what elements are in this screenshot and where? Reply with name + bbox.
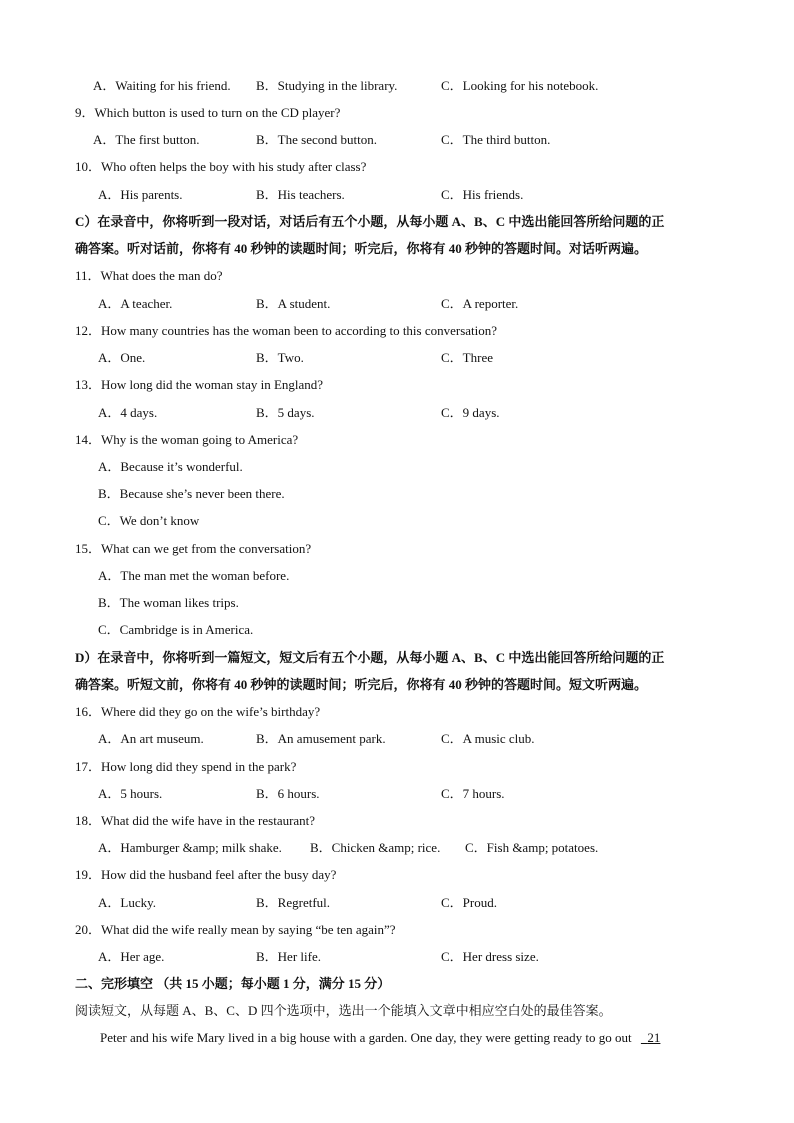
question-10: 10．Who often helps the boy with his study after class? — [75, 159, 367, 174]
q17-option-a: A．5 hours. — [98, 786, 163, 801]
question-20: 20．What did the wife really mean by saying “be ten again”? — [75, 922, 396, 937]
question-16: 16．Where did they go on the wife’s birthday? — [75, 704, 321, 719]
q19-option-c: C．Proud. — [441, 895, 497, 910]
q18-option-c: C．Fish &amp; potatoes. — [465, 840, 599, 855]
q8-option-c: C．Looking for his notebook. — [441, 78, 599, 93]
question-17: 17．How long did they spend in the park? — [75, 759, 297, 774]
q19-option-a: A．Lucky. — [98, 895, 157, 910]
q15-option-a: A．The man met the woman before. — [98, 568, 290, 583]
q17-option-c: C．7 hours. — [441, 786, 505, 801]
question-11: 11．What does the man do? — [75, 268, 223, 283]
question-12: 12．How many countries has the woman been to according to this conversation? — [75, 323, 498, 338]
q19-option-b: B．Regretful. — [256, 895, 331, 910]
q16-option-a: A．An art museum. — [98, 731, 204, 746]
section-c-instruction-line1: C）在录音中，你将听到一段对话，对话后有五个小题，从每小题 A、B、C 中选出能回答所给问题的正 — [75, 214, 665, 229]
q11-option-b: B．A student. — [256, 296, 331, 311]
q16-option-b: B．An amusement park. — [256, 731, 386, 746]
q10-option-a: A．His parents. — [98, 187, 183, 202]
q20-option-c: C．Her dress size. — [441, 949, 539, 964]
q18-option-b: B．Chicken &amp; rice. — [310, 840, 441, 855]
question-18: 18．What did the wife have in the restaurant? — [75, 813, 316, 828]
question-19: 19．How did the husband feel after the busy day? — [75, 867, 337, 882]
q16-option-c: C．A music club. — [441, 731, 535, 746]
section-d-instruction-line2: 确答案。听短文前，你将有 40 秒钟的读题时间；听完后，你将有 40 秒钟的答题时间。短文听两遍。 — [75, 677, 648, 692]
q10-option-c: C．His friends. — [441, 187, 524, 202]
q20-option-b: B．Her life. — [256, 949, 321, 964]
q12-option-b: B．Two. — [256, 350, 304, 365]
q13-option-a: A．4 days. — [98, 405, 158, 420]
q8-option-b: B．Studying in the library. — [256, 78, 398, 93]
passage-first-line — [100, 1030, 660, 1046]
section-d-instruction-line1: D）在录音中，你将听到一篇短文，短文后有五个小题，从每小题 A、B、C 中选出能回答所给问题的正 — [75, 650, 665, 665]
q20-option-a: A．Her age. — [98, 949, 165, 964]
q17-option-b: B．6 hours. — [256, 786, 320, 801]
question-9: 9．Which button is used to turn on the CD player? — [75, 105, 341, 120]
part2-heading: 二、完形填空 （共 15 小题；每小题 1 分，满分 15 分） — [75, 976, 391, 991]
q14-option-c: C．We don’t know — [98, 513, 200, 528]
q14-option-b: B．Because she’s never been there. — [98, 486, 285, 501]
q13-option-c: C．9 days. — [441, 405, 500, 420]
section-c-instruction-line2: 确答案。听对话前，你将有 40 秒钟的读题时间；听完后，你将有 40 秒钟的答题时间。对话听两遍。 — [75, 241, 648, 256]
q8-option-a: A．Waiting for his friend. — [93, 78, 231, 93]
question-15: 15．What can we get from the conversation? — [75, 541, 312, 556]
q15-option-b: B．The woman likes trips. — [98, 595, 239, 610]
question-13: 13．How long did the woman stay in England? — [75, 377, 324, 392]
q11-option-c: C．A reporter. — [441, 296, 519, 311]
question-14: 14．Why is the woman going to America? — [75, 432, 299, 447]
q10-option-b: B．His teachers. — [256, 187, 345, 202]
q15-option-c: C．Cambridge is in America. — [98, 622, 254, 637]
q9-option-c: C．The third button. — [441, 132, 551, 147]
q12-option-a: A．One. — [98, 350, 146, 365]
q18-option-a: A．Hamburger &amp; milk shake. — [98, 840, 282, 855]
q11-option-a: A．A teacher. — [98, 296, 173, 311]
q13-option-b: B．5 days. — [256, 405, 315, 420]
part2-instruction: 阅读短文，从每题 A、B、C、D 四个选项中，选出一个能填入文章中相应空白处的最佳答案。 — [75, 1003, 612, 1018]
q14-option-a: A．Because it’s wonderful. — [98, 459, 243, 474]
blank-number: 21 — [647, 1030, 661, 1045]
q9-option-a: A．The first button. — [93, 132, 200, 147]
passage-text: Peter and his wife Mary lived in a big house with a garden. One day, they were getting ready to go out — [100, 1030, 632, 1045]
q9-option-b: B．The second button. — [256, 132, 377, 147]
blank-21 — [641, 1030, 661, 1045]
q12-option-c: C．Three — [441, 350, 493, 365]
